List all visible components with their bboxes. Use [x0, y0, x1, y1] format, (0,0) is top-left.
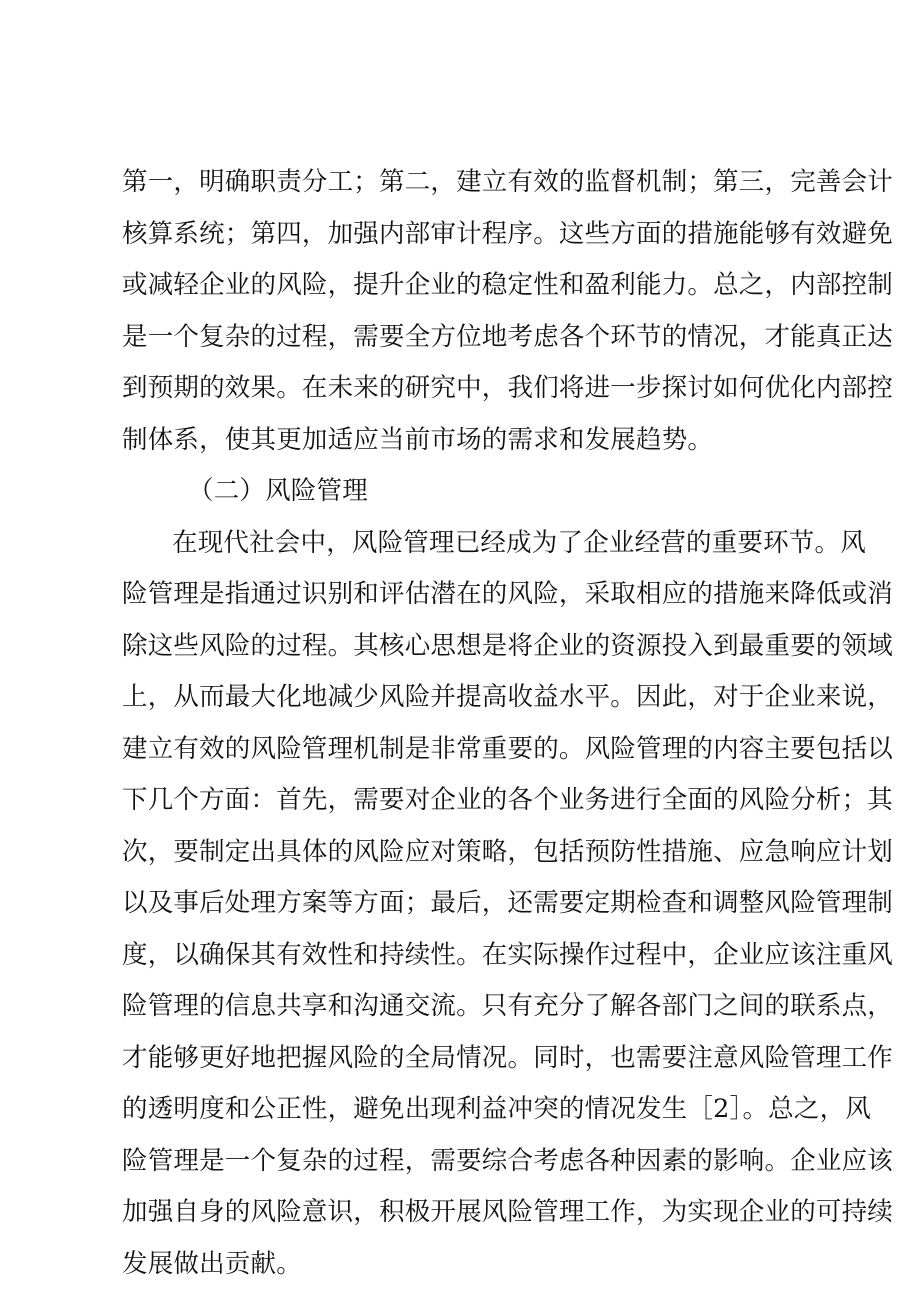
paragraph-1-line: 第一，明确职责分工；第二，建立有效的监督机制；第三，完善会计 [122, 167, 894, 197]
paragraph-2-line: 险管理是指通过识别和评估潜在的风险，采取相应的措施来降低或消 [122, 579, 894, 609]
paragraph-1-line: 制体系，使其更加适应当前市场的需求和发展趋势。 [122, 424, 714, 455]
section-heading: （二）风险管理 [188, 476, 368, 506]
paragraph-2-line: 建立有效的风险管理机制是非常重要的。风险管理的内容主要包括以 [122, 733, 894, 764]
paragraph-2-line: 以及事后处理方案等方面；最后，还需要定期检查和调整风险管理制 [122, 888, 894, 918]
paragraph-1-line: 核算系统；第四，加强内部审计程序。这些方面的措施能够有效避免 [122, 218, 894, 249]
paragraph-2-line: 的透明度和公正性，避免出现利益冲突的情况发生［2］。总之，风 [122, 1094, 871, 1124]
paragraph-2-line: 险管理的信息共享和沟通交流。只有充分了解各部门之间的联系点， [122, 991, 894, 1021]
document-body [122, 157, 894, 1290]
paragraph-2-line: 才能够更好地把握风险的全局情况。同时，也需要注意风险管理工作 [122, 1042, 894, 1073]
paragraph-2-line: 度，以确保其有效性和持续性。在实际操作过程中，企业应该注重风 [122, 939, 894, 970]
paragraph-2-line: 发展做出贡献。 [122, 1248, 302, 1279]
paragraph-2-line: 在现代社会中，风险管理已经成为了企业经营的重要环节。风 [172, 527, 866, 558]
paragraph-1-line: 是一个复杂的过程，需要全方位地考虑各个环节的情况，才能真正达 [122, 321, 894, 352]
paragraph-2-line: 次，要制定出具体的风险应对策略，包括预防性措施、应急响应计划 [122, 836, 894, 867]
paragraph-2-line: 除这些风险的过程。其核心思想是将企业的资源投入到最重要的领域 [122, 630, 894, 661]
paragraph-2-line: 下几个方面：首先，需要对企业的各个业务进行全面的风险分析；其 [122, 785, 894, 815]
paragraph-1-line: 到预期的效果。在未来的研究中，我们将进一步探讨如何优化内部控 [122, 373, 894, 403]
paragraph-2-line: 险管理是一个复杂的过程，需要综合考虑各种因素的影响。企业应该 [122, 1145, 894, 1176]
paragraph-1-line: 或减轻企业的风险，提升企业的稳定性和盈利能力。总之，内部控制 [122, 270, 894, 300]
paragraph-2-line: 上，从而最大化地减少风险并提高收益水平。因此，对于企业来说， [122, 682, 894, 712]
paragraph-2-line: 加强自身的风险意识，积极开展风险管理工作，为实现企业的可持续 [122, 1197, 894, 1227]
